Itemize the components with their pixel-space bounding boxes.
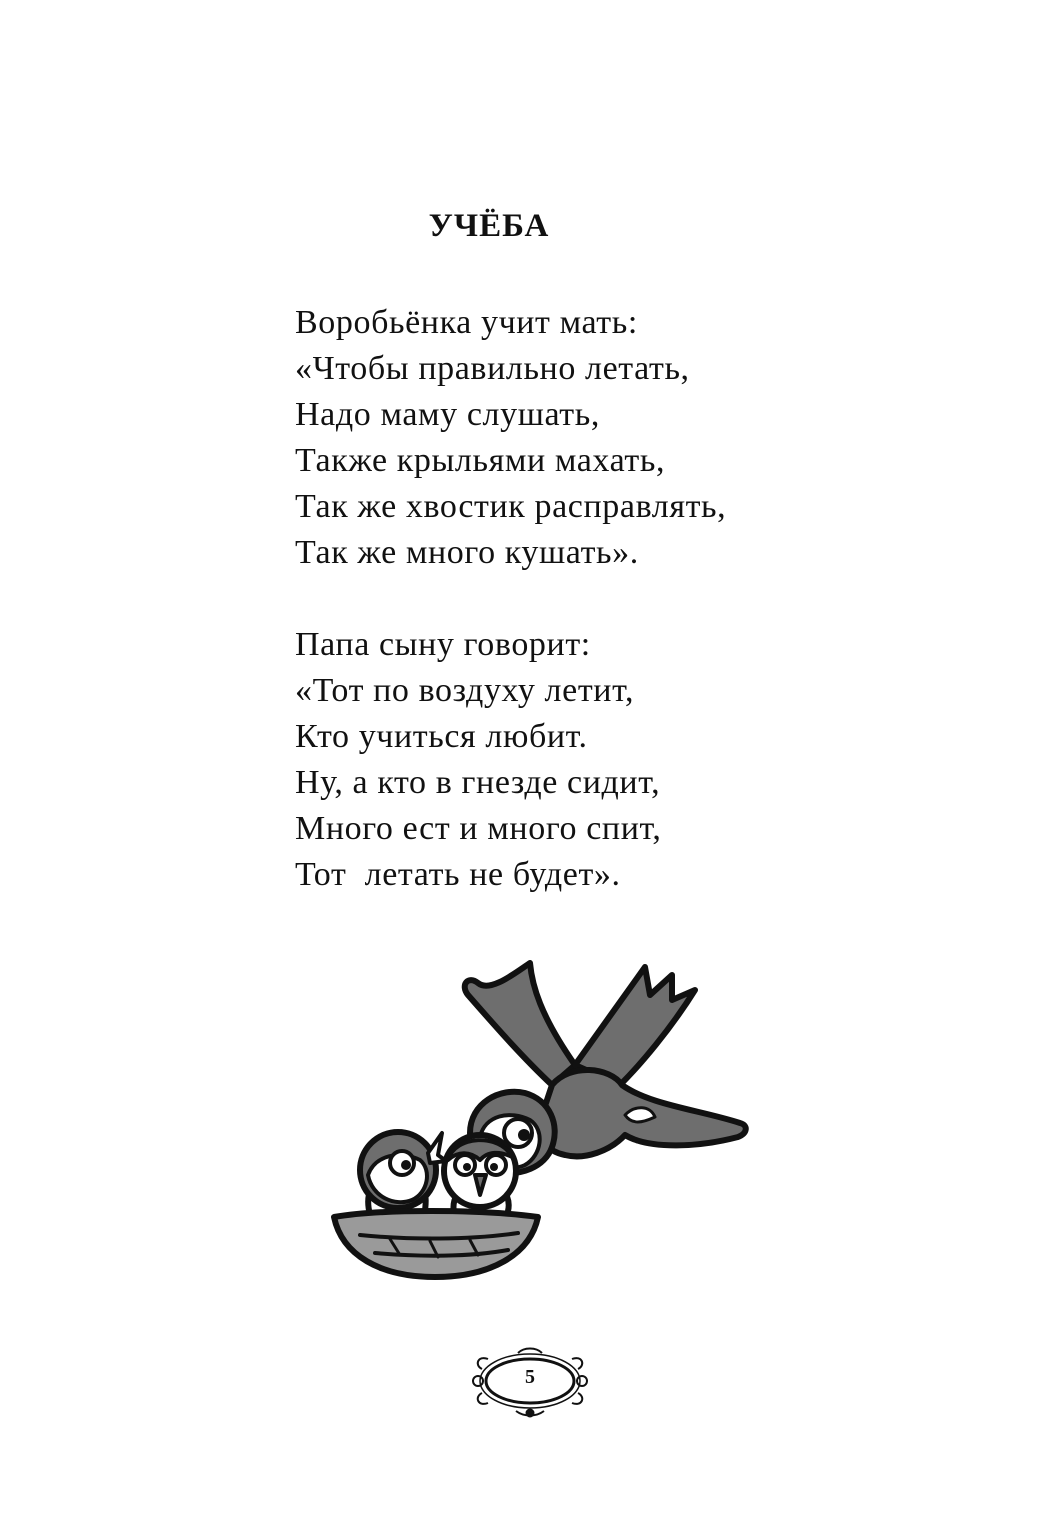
stanza-1: [295, 300, 726, 576]
poem-line: Ну, а кто в гнезде сидит,: [295, 764, 661, 801]
poem-line: Также крыльями махать,: [295, 442, 666, 479]
poem-line: Так же хвостик расправлять,: [295, 488, 727, 525]
poem-title: УЧЁБА: [428, 208, 550, 244]
poem-line: «Тот по воздуху летит,: [295, 672, 635, 709]
poem-line: Так же много кушать».: [295, 534, 639, 571]
poem-line: «Чтобы правильно летать,: [295, 350, 690, 387]
page-number: 5: [525, 1366, 535, 1388]
poem-line: Воробьёнка учит мать:: [295, 304, 638, 341]
poem-line: Много ест и много спит,: [295, 810, 662, 847]
poem-line: Кто учиться любит.: [295, 718, 588, 755]
sparrow-family-illustration: [320, 955, 760, 1295]
stanza-2: [295, 622, 726, 898]
nest-icon: [334, 1132, 538, 1277]
poem-line: Папа сыну говорит:: [295, 626, 591, 663]
poem-line: Надо маму слушать,: [295, 396, 600, 433]
poem-body: [295, 300, 726, 898]
poem-line: Тот летать не будет».: [295, 856, 621, 893]
